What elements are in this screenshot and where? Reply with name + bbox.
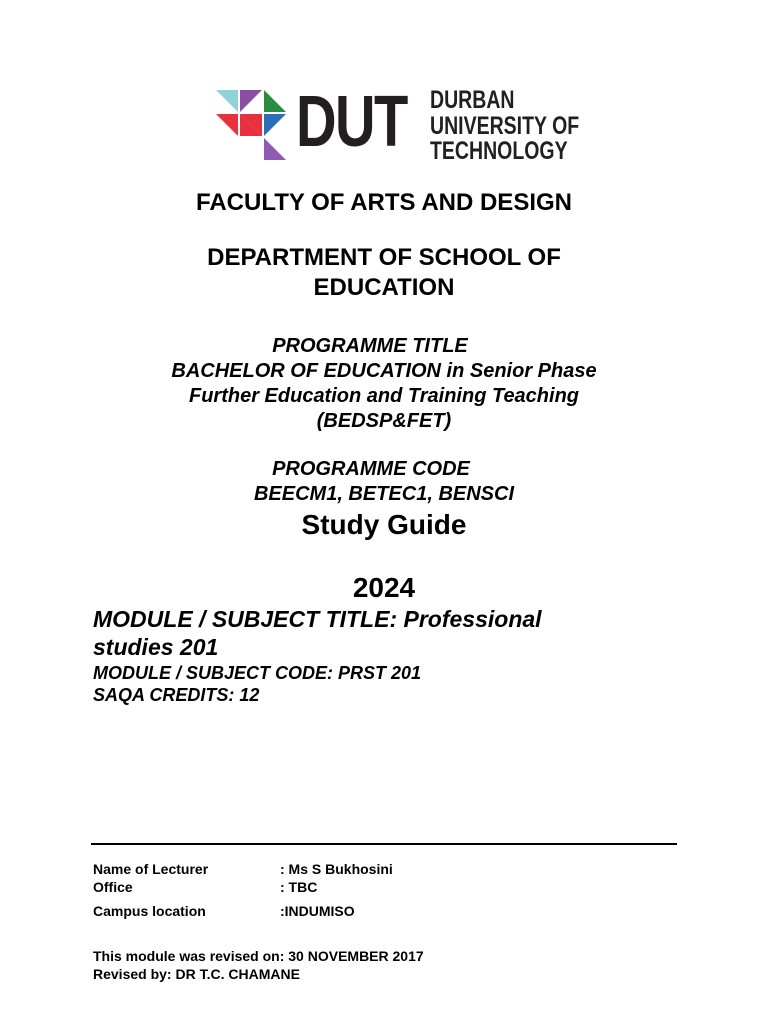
logo-abbrev: DUT — [296, 82, 407, 162]
detail-row-campus — [0, 903, 768, 923]
programme-title-line-1: BACHELOR OF EDUCATION in Senior Phase — [171, 360, 597, 382]
detail-value: :INDUMISO — [280, 903, 355, 919]
programme-title-line-2: Further Education and Training Teaching — [188, 385, 580, 407]
dut-triangle-mark-icon — [212, 84, 294, 166]
detail-row-office — [0, 879, 768, 899]
detail-label: Name of Lecturer — [93, 861, 209, 877]
logo-name-line-3: TECHNOLOGY — [430, 137, 568, 165]
year: 2024 — [352, 572, 416, 603]
dut-logo — [212, 82, 580, 166]
detail-value: : TBC — [280, 879, 318, 895]
faculty-heading: FACULTY OF ARTS AND DESIGN — [195, 189, 572, 216]
programme-title-block — [0, 334, 768, 434]
detail-label: Office — [93, 879, 133, 895]
divider-line — [91, 843, 677, 845]
programme-title-line-3: (BEDSP&FET) — [316, 410, 452, 432]
revised-by: Revised by: DR T.C. CHAMANE — [93, 966, 300, 982]
programme-code-block — [0, 457, 768, 507]
detail-label: Campus location — [93, 903, 206, 919]
revision-block — [93, 947, 424, 983]
module-meta — [93, 662, 713, 706]
revised-on: This module was revised on: 30 NOVEMBER 2017 — [93, 948, 424, 964]
module-title-line-2: studies 201 — [93, 634, 219, 660]
logo-name-line-2: UNIVERSITY OF — [430, 112, 580, 140]
department-line-1: DEPARTMENT OF SCHOOL OF — [207, 244, 561, 271]
module-code: MODULE / SUBJECT CODE: PRST 201 — [93, 663, 422, 683]
module-title-line-1: MODULE / SUBJECT TITLE: Professional — [93, 606, 542, 632]
detail-value: : Ms S Bukhosini — [280, 861, 393, 877]
document-type: Study Guide — [301, 509, 467, 540]
department-heading — [0, 243, 768, 303]
programme-title-label: PROGRAMME TITLE — [272, 335, 468, 357]
logo-name-line-1: DURBAN — [430, 86, 515, 114]
programme-codes: BEECM1, BETEC1, BENSCI — [253, 483, 515, 505]
detail-row-lecturer — [0, 861, 768, 881]
saqa-credits: SAQA CREDITS: 12 — [93, 685, 260, 705]
module-title — [93, 605, 713, 661]
programme-code-label: PROGRAMME CODE — [272, 458, 470, 480]
department-line-2: EDUCATION — [313, 274, 455, 301]
